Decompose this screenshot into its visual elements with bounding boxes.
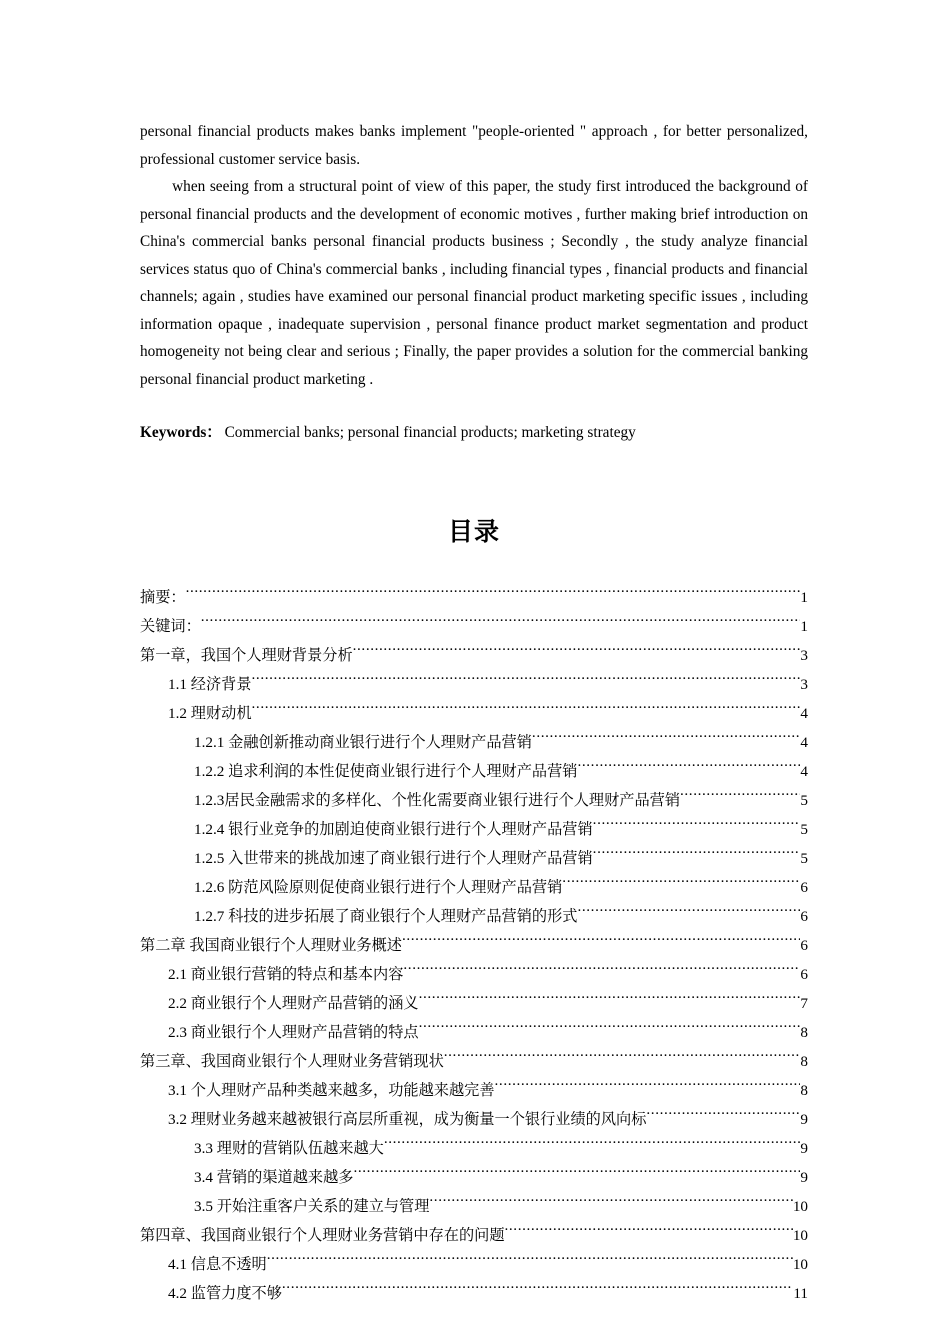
toc-dot-leader [562,877,800,892]
toc-entry[interactable] [140,873,808,902]
toc-entry-page-number: 4 [800,705,808,722]
toc-entry[interactable] [140,989,808,1018]
toc-entry[interactable] [140,1250,808,1279]
toc-entry-page-number: 7 [800,995,808,1012]
toc-entry-label: 1.2.4 银行业竞争的加剧迫使商业银行进行个人理财产品营销 [194,821,593,838]
toc-entry-label: 3.3 理财的营销队伍越来越大 [194,1140,384,1157]
toc-entry-page-number: 10 [792,1198,808,1215]
toc-entry[interactable] [140,612,808,641]
toc-entry-label: 3.1 个人理财产品种类越来越多，功能越来越完善 [168,1082,495,1099]
toc-entry-page-number: 4 [800,763,808,780]
toc-entry-page-number: 3 [800,647,808,664]
abstract-paragraph: personal financial products makes banks implement "people-oriented " approach , for better personalized, professional customer service basis. [140,123,808,168]
toc-dot-leader [252,674,801,689]
toc-entry[interactable] [140,1163,808,1192]
toc-entry-page-number: 11 [793,1285,808,1302]
toc-entry-label: 1.2.3居民金融需求的多样化、个性化需要商业银行进行个人理财产品营销 [194,792,680,809]
toc-entry-label: 1.2.1 金融创新推动商业银行进行个人理财产品营销 [194,734,532,751]
toc-entry-page-number: 9 [800,1140,808,1157]
toc-entry-page-number: 9 [800,1169,808,1186]
abstract-paragraph: when seeing from a structural point of view of this paper, the study first introduced the background of personal financial products and the development of economic motives , further making brief introduction on China's commercial banks personal financial products business ; Secondly , the study analyze financial services status quo of China's commercial banks , including financial types , financial products and financial channels; again , studies have examined our personal financial product marketing specific issues , including information opaque , inadequate supervision , personal finance product market segmentation and product homogeneity not being clear and serious ; Finally, the paper provides a solution for the commercial banking personal financial product marketing . [140,178,808,388]
toc-entry[interactable] [140,786,808,815]
toc-entry[interactable] [140,670,808,699]
toc-entry[interactable] [140,1076,808,1105]
toc-dot-leader [419,993,801,1008]
toc-dot-leader [444,1051,801,1066]
toc-entry[interactable] [140,728,808,757]
toc-dot-leader [680,790,800,805]
toc-dot-leader [402,935,800,950]
toc-entry-page-number: 5 [800,792,808,809]
toc-entry-page-number: 1 [800,589,808,606]
toc-entry[interactable] [140,960,808,989]
toc-entry-page-number: 6 [800,966,808,983]
toc-entry[interactable] [140,902,808,931]
toc-entry[interactable] [140,1279,808,1308]
toc-entry-label: 1.2.7 科技的进步拓展了商业银行个人理财产品营销的形式 [194,908,578,925]
toc-dot-leader [353,645,801,660]
table-of-contents [140,546,808,1308]
toc-dot-leader [403,964,800,979]
toc-entry-page-number: 8 [800,1082,808,1099]
toc-entry-page-number: 1 [800,618,808,635]
toc-dot-leader [577,761,800,776]
toc-entry[interactable] [140,583,808,612]
toc-dot-leader [201,616,801,631]
toc-entry-label: 2.3 商业银行个人理财产品营销的特点 [168,1024,419,1041]
toc-entry-label: 1.2.6 防范风险原则促使商业银行进行个人理财产品营销 [194,879,563,896]
toc-entry-label: 1.2.2 追求利润的本性促使商业银行进行个人理财产品营销 [194,763,578,780]
toc-entry-page-number: 5 [800,850,808,867]
toc-entry-page-number: 10 [792,1227,808,1244]
toc-entry[interactable] [140,1134,808,1163]
toc-entry-label: 4.2 监管力度不够 [168,1285,282,1302]
keywords-value: Commercial banks; personal financial products; marketing strategy [224,424,636,441]
toc-entry[interactable] [140,641,808,670]
toc-entry-page-number: 8 [800,1053,808,1070]
toc-entry[interactable] [140,699,808,728]
toc-entry-label: 第四章、我国商业银行个人理财业务营销中存在的问题 [140,1227,505,1244]
toc-entry[interactable] [140,931,808,960]
toc-entry-label: 4.1 信息不透明 [168,1256,267,1273]
toc-entry-page-number: 6 [800,879,808,896]
toc-entry-page-number: 9 [800,1111,808,1128]
toc-entry-page-number: 8 [800,1024,808,1041]
toc-entry-label: 1.2 理财动机 [168,705,252,722]
toc-entry[interactable] [140,844,808,873]
toc-entry-label: 第三章、我国商业银行个人理财业务营销现状 [140,1053,444,1070]
toc-entry-label: 2.2 商业银行个人理财产品营销的涵义 [168,995,419,1012]
toc-entry[interactable] [140,1018,808,1047]
toc-entry-label: 2.1 商业银行营销的特点和基本内容 [168,966,404,983]
toc-entry[interactable] [140,1192,808,1221]
toc-dot-leader [532,732,800,747]
toc-entry-label: 3.4 营销的渠道越来越多 [194,1169,354,1186]
keywords-line [140,393,808,447]
toc-entry[interactable] [140,815,808,844]
toc-dot-leader [646,1109,800,1124]
toc-dot-leader [593,819,801,834]
toc-entry-page-number: 6 [800,908,808,925]
toc-entry-label: 摘要： [140,589,186,606]
toc-entry-label: 1.2.5 入世带来的挑战加速了商业银行进行个人理财产品营销 [194,850,593,867]
toc-entry-label: 3.5 开始注重客户关系的建立与管理 [194,1198,430,1215]
toc-heading: 目录 [447,518,500,546]
toc-dot-leader [267,1254,793,1269]
toc-dot-leader [593,848,801,863]
toc-dot-leader [282,1283,793,1298]
toc-dot-leader [419,1022,801,1037]
toc-dot-leader [186,587,801,602]
toc-dot-leader [495,1080,801,1095]
toc-entry[interactable] [140,1047,808,1076]
toc-entry-label: 第一章，我国个人理财背景分析 [140,647,353,664]
abstract-body [140,118,808,393]
toc-dot-leader [353,1167,800,1182]
toc-entry-label: 第二章 我国商业银行个人理财业务概述 [140,937,402,954]
toc-entry-page-number: 3 [800,676,808,693]
toc-dot-leader [429,1196,792,1211]
toc-entry-label: 3.2 理财业务越来越被银行高层所重视，成为衡量一个银行业绩的风向标 [168,1111,647,1128]
toc-entry[interactable] [140,1105,808,1134]
toc-entry-label: 1.1 经济背景 [168,676,252,693]
toc-entry[interactable] [140,1221,808,1250]
toc-dot-leader [252,703,801,718]
toc-entry-page-number: 5 [800,821,808,838]
toc-dot-leader [384,1138,801,1153]
toc-entry[interactable] [140,757,808,786]
toc-entry-page-number: 10 [792,1256,808,1273]
keywords-label: Keywords： [140,424,222,441]
toc-entry-page-number: 6 [800,937,808,954]
toc-entry-label: 关键词： [140,618,201,635]
toc-dot-leader [577,906,800,921]
page-content [140,118,808,1308]
toc-entry-page-number: 4 [800,734,808,751]
toc-dot-leader [505,1225,793,1240]
